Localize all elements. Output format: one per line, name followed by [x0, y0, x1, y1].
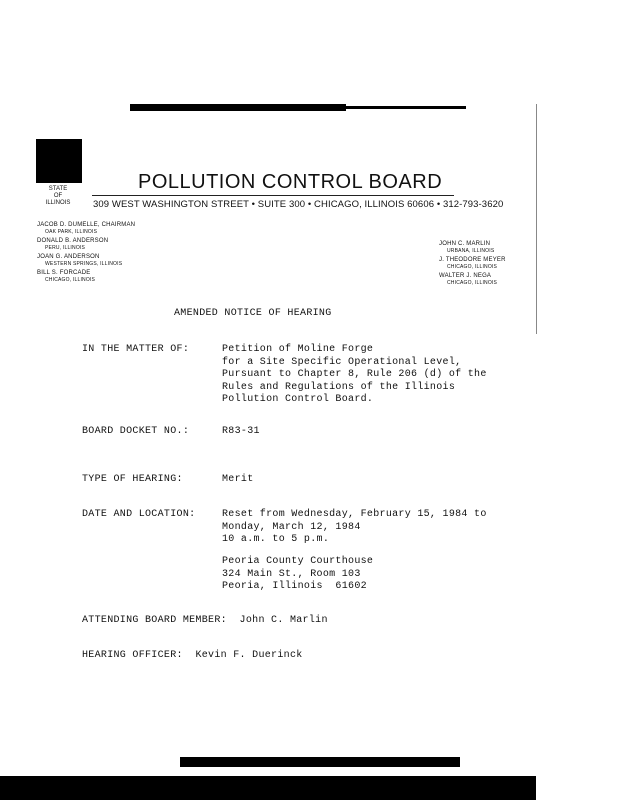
scan-bar-top-thin [346, 106, 466, 109]
member-name: J. THEODORE MEYER [439, 257, 506, 263]
officer-value: Kevin F. Duerinck [195, 650, 303, 661]
state-seal-block [36, 139, 82, 183]
matter-line: Petition of Moline Forge [222, 344, 374, 355]
member-city: CHICAGO, ILLINOIS [447, 264, 498, 270]
officer-label: HEARING OFFICER: [82, 650, 183, 661]
member-city: URBANA, ILLINOIS [447, 248, 495, 254]
member-city: WESTERN SPRINGS, ILLINOIS [45, 261, 123, 267]
member-city: PERU, ILLINOIS [45, 245, 86, 251]
board-title: POLLUTION CONTROL BOARD [138, 171, 443, 193]
member-entry [439, 273, 534, 287]
matter-line: for a Site Specific Operational Level, [222, 356, 462, 368]
member-entry [37, 238, 157, 252]
board-address: 309 WEST WASHINGTON STREET • SUITE 300 • CHICAGO, ILLINOIS 60606 • 312-793-3620 [93, 199, 504, 210]
notice-heading: AMENDED NOTICE OF HEARING [174, 308, 332, 319]
location-line: Peoria, Illinois 61602 [222, 581, 367, 592]
docket-value: R83-31 [222, 426, 260, 437]
date-text [222, 509, 487, 547]
location-line: 324 Main St., Room 103 [222, 568, 361, 580]
attending-member-row [82, 615, 328, 626]
scan-bar-top [130, 104, 346, 111]
matter-label: IN THE MATTER OF: [82, 344, 190, 355]
member-entry [37, 270, 157, 284]
members-left [37, 222, 157, 284]
hearing-type-label: TYPE OF HEARING: [82, 474, 183, 485]
date-location-label: DATE AND LOCATION: [82, 509, 196, 520]
hearing-officer-row [82, 650, 303, 661]
hearing-type-value: Merit [222, 474, 254, 485]
letterhead-rule [92, 195, 454, 196]
member-name: JOHN C. MARLIN [439, 241, 491, 247]
state-label-line: ILLINOIS [45, 200, 71, 206]
docket-label: BOARD DOCKET NO.: [82, 426, 190, 437]
member-name: WALTER J. NEGA [439, 273, 492, 279]
state-label-line: OF [53, 193, 63, 199]
state-label-line: STATE [48, 186, 68, 192]
scan-bar-bottom [180, 757, 460, 767]
members-right [439, 241, 534, 287]
matter-line: Pollution Control Board. [222, 394, 374, 405]
date-line: Monday, March 12, 1984 [222, 521, 361, 533]
scan-edge-right [536, 104, 537, 334]
member-city: CHICAGO, ILLINOIS [447, 280, 498, 286]
member-entry [37, 222, 157, 236]
member-name: JACOB D. DUMELLE, CHAIRMAN [37, 222, 136, 228]
member-name: JOAN G. ANDERSON [37, 254, 100, 260]
attending-value: John C. Marlin [239, 615, 328, 626]
matter-line: Pursuant to Chapter 8, Rule 206 (d) of the [222, 369, 487, 380]
member-city: OAK PARK, ILLINOIS [45, 229, 98, 235]
member-entry [439, 241, 534, 255]
member-name: DONALD B. ANDERSON [37, 238, 109, 244]
date-line: 10 a.m. to 5 p.m. [222, 534, 330, 545]
member-name: BILL S. FORCADE [37, 270, 91, 276]
state-label [32, 186, 84, 207]
date-line: Reset from Wednesday, February 15, 1984 to [222, 509, 487, 520]
scan-bar-footer [0, 776, 536, 800]
location-line: Peoria County Courthouse [222, 556, 374, 567]
location-text [222, 556, 373, 594]
matter-text [222, 344, 487, 407]
member-city: CHICAGO, ILLINOIS [45, 277, 96, 283]
matter-line: Rules and Regulations of the Illinois [222, 381, 456, 393]
member-entry [37, 254, 157, 268]
attending-label: ATTENDING BOARD MEMBER: [82, 615, 227, 626]
member-entry [439, 257, 534, 271]
